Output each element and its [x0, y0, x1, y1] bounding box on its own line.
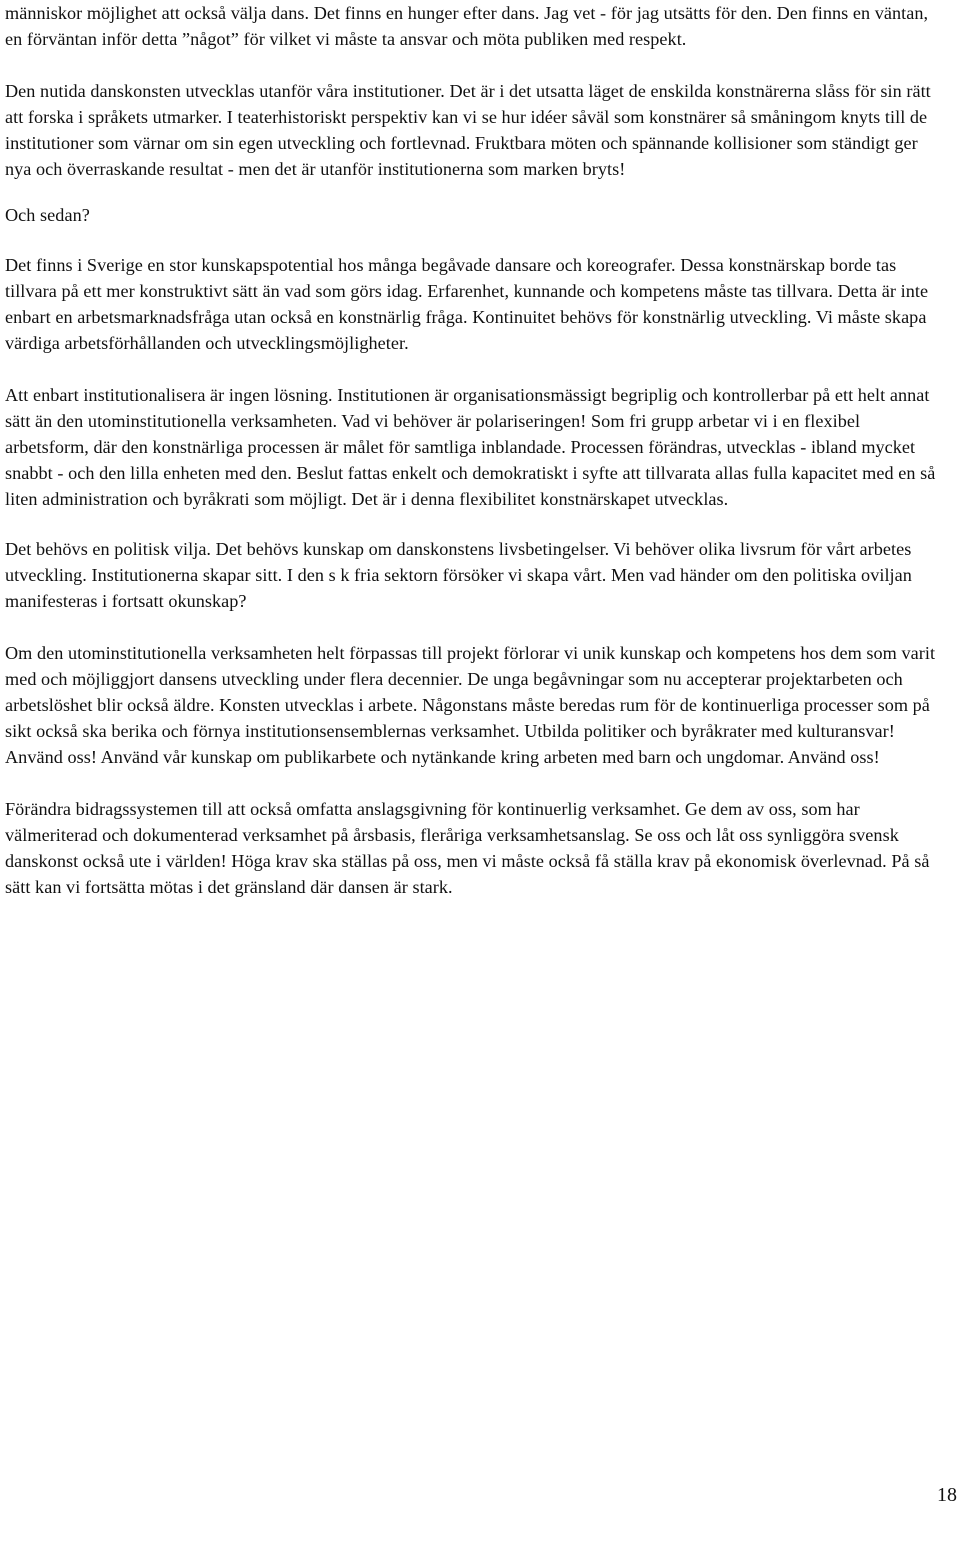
- paragraph-3: Och sedan?: [5, 205, 90, 225]
- document-body: [5, 0, 945, 900]
- paragraph-2: Den nutida danskonsten utvecklas utanför våra institutioner. Det är i det utsatta läget de enskilda konstnärerna slåss för sin rätt att forska i språkets utmarker. I teaterhistoriskt perspektiv kan vi se hur idéer såväl som konstnärer så småningom knyts till de institutioner som värnar om sin egen utveckling och fortlevnad. Fruktbara möten och spännande kollisioner som ständigt ger nya och överraskande resultat - men det är utanför institutionerna som marken bryts!: [5, 81, 931, 179]
- paragraph-7: Om den utominstitutionella verksamheten helt förpassas till projekt förlorar vi unik kunskap och kompetens hos dem som varit med och möjliggjort dansens utveckling under flera decennier. De unga begåvningar som nu accepterar projektarbeten och arbetslöshet blir också äldre. Konsten utvecklas i arbete. Någonstans måste beredas rum för de kontinuerliga processer som på sikt också ska berika och förnya institutionsensemblernas verksamhet. Utbilda politiker och byråkrater med kulturansvar! Använd oss! Använd vår kunskap om publikarbete och nytänkande kring arbeten med barn och ungdomar. Använd oss!: [5, 643, 936, 767]
- page-number: 18: [937, 1484, 957, 1506]
- paragraph-8: Förändra bidragssystemen till att också omfatta anslagsgivning för kontinuerlig verksamhet. Ge dem av oss, som har välmeriterad och dokumenterad verksamhet på årsbasis, fleråriga verksamhetsanslag. Se oss och låt oss synliggöra svensk danskonst också ute i världen! Höga krav ska ställas på oss, men vi måste också få ställa krav på ekonomisk överlevnad. På så sätt kan vi fortsätta mötas i det gränsland där dansen är stark.: [5, 799, 930, 897]
- paragraph-4: Det finns i Sverige en stor kunskapspotential hos många begåvade dansare och koreografer. Dessa konstnärskap borde tas tillvara på ett mer konstruktivt sätt än vad som görs idag. Erfarenhet, kunnande och kompetens måste tas tillvara. Detta är inte enbart en arbetsmarknadsfråga utan också en konstnärlig fråga. Kontinuitet behövs för konstnärlig utveckling. Vi måste skapa värdiga arbetsförhållanden och utvecklingsmöjligheter.: [5, 255, 929, 353]
- paragraph-6: Det behövs en politisk vilja. Det behövs kunskap om danskonstens livsbetingelser. Vi behöver olika livsrum för vårt arbetes utveckling. Institutionerna skapar sitt. I den s k fria sektorn försöker vi skapa vårt. Men vad händer om den politiska oviljan manifesteras i fortsatt okunskap?: [5, 539, 912, 611]
- paragraph-5: Att enbart institutionalisera är ingen lösning. Institutionen är organisationsmässigt begriplig och kontrollerbar på ett helt annat sätt än den utominstitutionella verksamheten. Vad vi behöver är polariseringen! Som fri grupp arbetar vi i en flexibel arbetsform, där den konstnärliga processen är målet för samtliga inblandade. Processen förändras, utvecklas - ibland mycket snabbt - och den lilla enheten med den. Beslut fattas enkelt och demokratiskt i syfte att tillvarata allas fulla kapacitet med en så liten administration och byråkrati som möjligt. Det är i denna flexibilitet konstnärskapet utvecklas.: [5, 385, 936, 509]
- paragraph-1: människor möjlighet att också välja dans. Det finns en hunger efter dans. Jag vet - för jag utsätts för den. Den finns en väntan, en förväntan inför detta ”något” för vilket vi måste ta ansvar och möta publiken med respekt.: [5, 3, 929, 49]
